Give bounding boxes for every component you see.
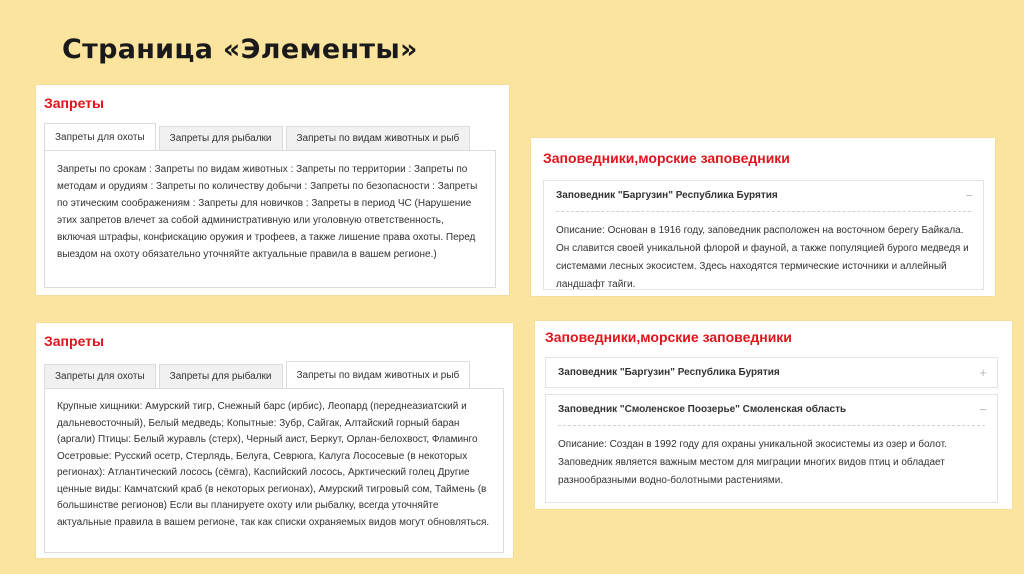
reserve-item-barguzin (545, 357, 998, 388)
collapse-icon[interactable]: − (965, 188, 973, 203)
reserve-item-barguzin-header[interactable] (544, 181, 983, 211)
tab-hunting-bans[interactable]: Запреты для охоты (44, 364, 156, 388)
reserve-item-smolensk-poozerye-header[interactable] (546, 395, 997, 425)
expand-icon[interactable]: + (979, 365, 987, 380)
reserve-item-smolensk-poozerye-title: Заповедник "Смоленское Поозерье" Смоленская область (558, 404, 847, 415)
reserves-panel-1 (531, 138, 995, 296)
slide-title: Страница «Элементы» (62, 34, 418, 65)
bans-panel-1-content: Запреты по срокам : Запреты по видам животных : Запреты по территории : Запреты по методам и орудиям : Запреты по количеству добычи : Запреты по безопасности : Запреты по этическим соображениям : Запреты для новичков : Запреты в период ЧС (Нарушение этих запретов влечет за собой административную или уголовную ответственность, включая штрафы, конфискацию оружия и трофеев, а также лишение права охоты. Перед выездом на охоту обязательно уточняйте актуальные правила в вашем регионе.) (44, 150, 496, 288)
bans-panel-2 (36, 323, 513, 558)
collapse-icon[interactable]: − (979, 402, 987, 417)
tab-fishing-bans[interactable]: Запреты для рыбалки (159, 126, 283, 150)
bans-panel-1-title: Запреты (44, 95, 104, 111)
reserve-item-barguzin (543, 180, 984, 290)
reserve-item-smolensk-poozerye-description: Описание: Создан в 1992 году для охраны уникальной экосистемы из озер и болот. Заповедник является важным местом для миграции многих видов птиц и обладает разнообразными водно-болотными растениями. (558, 439, 947, 486)
reserve-item-barguzin-title: Заповедник "Баргузин" Республика Бурятия (558, 367, 780, 378)
tab-fishing-bans[interactable]: Запреты для рыбалки (159, 364, 283, 388)
reserve-item-smolensk-poozerye (545, 394, 998, 503)
reserve-item-barguzin-title: Заповедник "Баргузин" Республика Бурятия (556, 190, 778, 201)
reserves-panel-1-title: Заповедники,морские заповедники (543, 150, 790, 166)
reserves-panel-2-title: Заповедники,морские заповедники (545, 329, 792, 345)
tab-hunting-bans[interactable]: Запреты для охоты (44, 123, 156, 150)
reserves-panel-2 (535, 321, 1012, 509)
reserve-item-barguzin-description: Описание: Основан в 1916 году, заповедник расположен на восточном берегу Байкала. Он славится своей уникальной флорой и фауной, а также популяцией бурого медведя и системами лесных экосистем. Здесь находятся термические источники и аллейный ландшафт тайги. (556, 225, 969, 290)
tab-species-bans[interactable]: Запреты по видам животных и рыб (286, 361, 471, 388)
bans-panel-1 (36, 85, 509, 295)
bans-panel-2-title: Запреты (44, 333, 104, 349)
tab-species-bans[interactable]: Запреты по видам животных и рыб (286, 126, 471, 150)
reserve-item-barguzin-header[interactable] (546, 358, 997, 388)
bans-panel-2-content: Крупные хищники: Амурский тигр, Снежный барс (ирбис), Леопард (переднеазиатский и дальневосточный), Белый медведь; Копытные: Зубр, Сайгак, Алтайский горный баран (аргали) Птицы: Белый журавль (стерх), Черный аист, Беркут, Орлан-белохвост, Фламинго Осетровые: Русский осетр, Стерлядь, Белуга, Севрюга, Калуга Лососевые (в некоторых регионах): Атлантический лосось (сёмга), Каспийский лосось, Арктический голец Другие ценные виды: Камчатский краб (в некоторых регионах), Амурский тигровый сом, Таймень (в большинстве регионов) Если вы планируете охоту или рыбалку, всегда уточняйте актуальные правила в вашем регионе, так как списки охраняемых видов могут обновляться. (44, 388, 504, 553)
